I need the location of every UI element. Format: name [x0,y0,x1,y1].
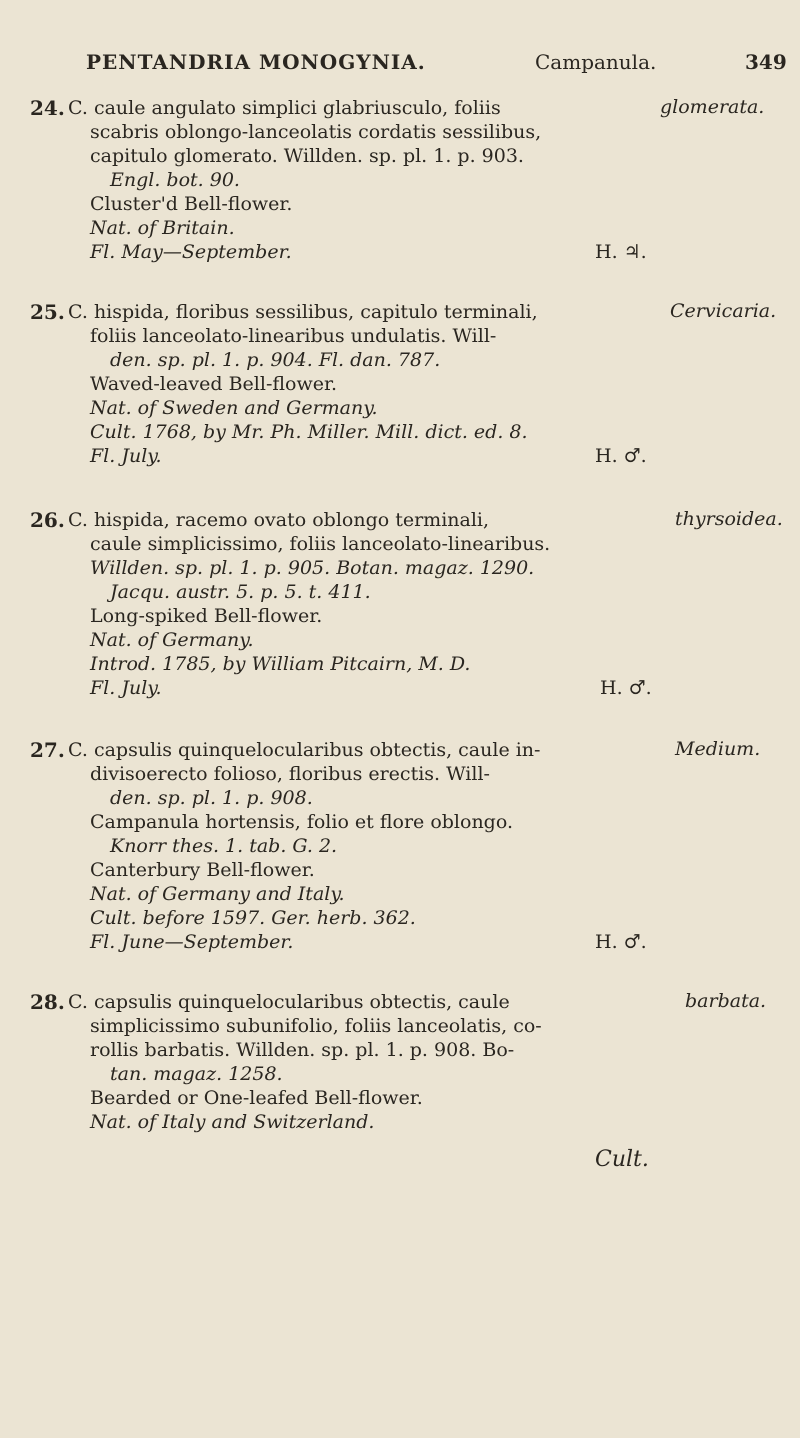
text-line: Willden. sp. pl. 1. p. 905. Botan. magaz. 1290. [90,557,535,579]
habit-symbol: H. ♂. [600,677,652,699]
text-line: Nat. of Germany. [90,629,254,651]
text-line: rollis barbatis. Willden. sp. pl. 1. p. 908. Bo- [90,1039,515,1061]
entry-number: 25. [30,300,65,324]
page-number: 349 [745,50,787,74]
text-line: scabris oblongo-lanceolatis cordatis sessilibus, [90,121,542,143]
text-line: Fl. May—September. [90,241,292,263]
text-line: Fl. July. [90,445,162,467]
text-line: den. sp. pl. 1. p. 904. Fl. dan. 787. [110,349,441,371]
text-line: Cult. before 1597. Ger. herb. 362. [90,907,416,929]
habit-symbol: H. ♃. [595,241,647,263]
species-name: thyrsoidea. [675,508,783,530]
text-line: Fl. June—September. [90,931,294,953]
text-line: Cluster'd Bell-flower. [90,193,293,215]
text-line: Nat. of Germany and Italy. [90,883,345,905]
entry-number: 26. [30,508,65,532]
text-line: C. capsulis quinquelocularibus obtectis, caule [68,991,510,1013]
habit-symbol: H. ♂. [595,445,647,467]
text-line: Jacqu. austr. 5. p. 5. t. 411. [110,581,371,603]
running-title: PENTANDRIA MONOGYNIA. [86,50,426,74]
text-line: Nat. of Britain. [90,217,235,239]
text-line: Waved-leaved Bell-flower. [90,373,338,395]
page-header [0,50,800,90]
text-line: divisoerecto folioso, floribus erectis. Will- [90,763,490,785]
text-line: Long-spiked Bell-flower. [90,605,323,627]
entry-number: 27. [30,738,65,762]
text-line: Campanula hortensis, folio et flore oblongo. [90,811,513,833]
entry-number: 28. [30,990,65,1014]
species-name: glomerata. [660,96,765,118]
text-line: den. sp. pl. 1. p. 908. [110,787,313,809]
text-line: C. caule angulato simplici glabriusculo, foliis [68,97,501,119]
genus-heading: Campanula. [535,50,657,74]
text-line: C. capsulis quinquelocularibus obtectis, caule in- [68,739,541,761]
text-line: Bearded or One-leafed Bell-flower. [90,1087,423,1109]
text-line: Fl. July. [90,677,162,699]
species-name: barbata. [685,990,767,1012]
text-line: simplicissimo subunifolio, foliis lanceolatis, co- [90,1015,542,1037]
text-line: Engl. bot. 90. [110,169,240,191]
text-line: caule simplicissimo, foliis lanceolato-linearibus. [90,533,551,555]
habit-symbol: H. ♂. [595,931,647,953]
text-line: Nat. of Sweden and Germany. [90,397,378,419]
text-line: C. hispida, racemo ovato oblongo terminali, [68,509,490,531]
entry-number: 24. [30,96,65,120]
text-line: Nat. of Italy and Switzerland. [90,1111,375,1133]
species-name: Cervicaria. [670,300,777,322]
text-line: Canterbury Bell-flower. [90,859,315,881]
catchword: Cult. [595,1147,649,1172]
text-line: tan. magaz. 1258. [110,1063,283,1085]
text-line: Cult. 1768, by Mr. Ph. Miller. Mill. dict. ed. 8. [90,421,528,443]
text-line: capitulo glomerato. Willden. sp. pl. 1. p. 903. [90,145,524,167]
text-line: C. hispida, floribus sessilibus, capitulo terminali, [68,301,538,323]
species-name: Medium. [675,738,761,760]
text-line: Knorr thes. 1. tab. G. 2. [110,835,338,857]
text-line: foliis lanceolato-linearibus undulatis. Will- [90,325,497,347]
text-line: Introd. 1785, by William Pitcairn, M. D. [90,653,471,675]
